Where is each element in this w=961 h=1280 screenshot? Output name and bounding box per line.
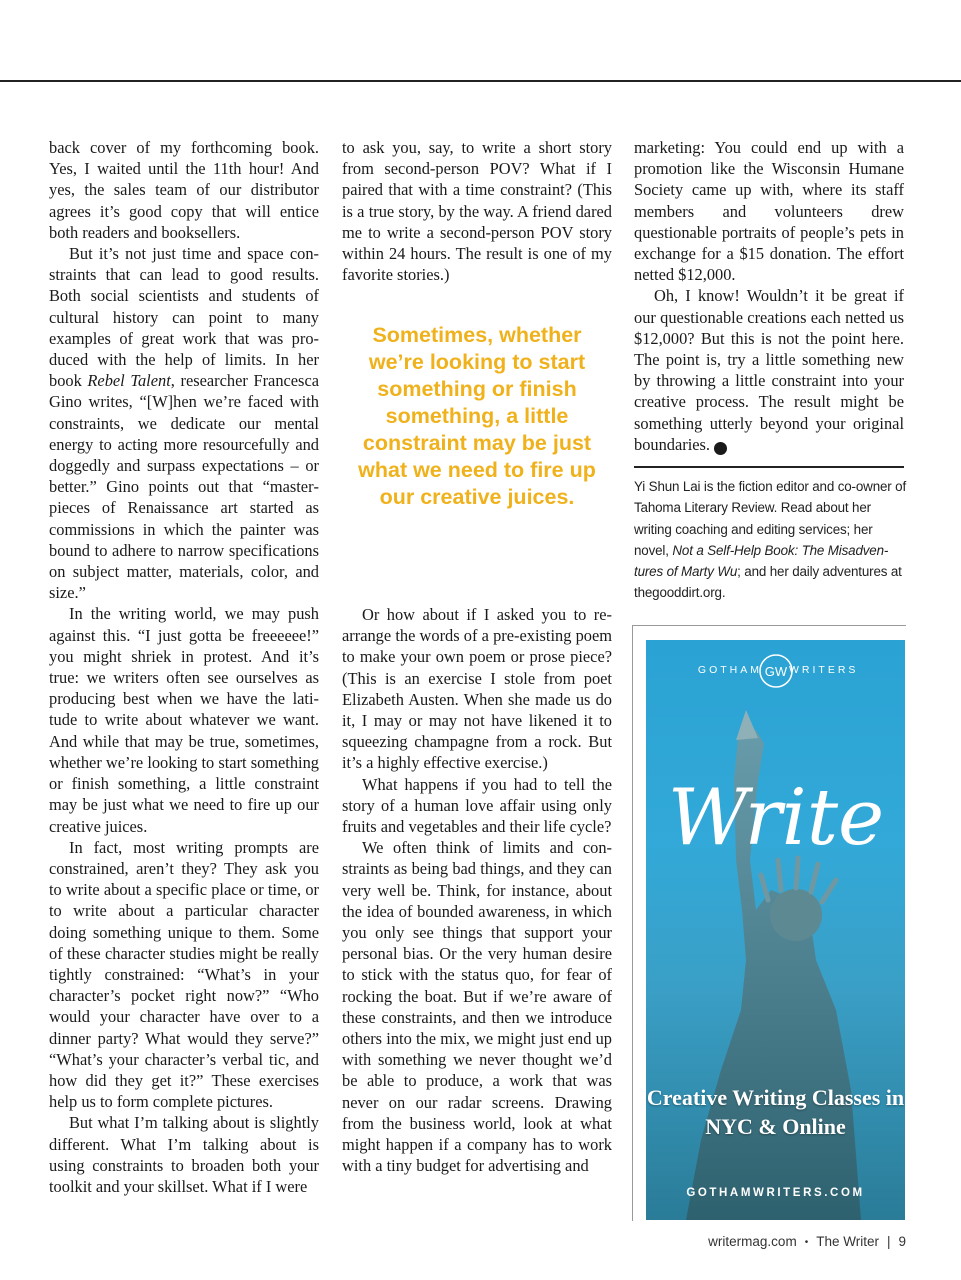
footer-separator: |	[886, 1234, 891, 1249]
paragraph: In fact, most writing prompts are constrained, aren’t they? They ask you to write about a specific place or time, or to write about a particular character doing something unique to them. Some of these character studies might be really tightly constrained: “What’s in your character’s pocket right now?” “Who would your character have over to a dinner party? What would they serve?” “What’s your character’s verbal tic, and how did they get it?” These exercises help us to form complete pictures.	[49, 837, 319, 1112]
paragraph: Or how about if I asked you to rearrange the words of a pre-existing poem to make your own poem or prose piece? (This is an exercise I stole from poet Elizabeth Austen. When she made us do it, I may or may not have likened it to squeezing champagne from a rock. But it’s a highly effective exercise.)	[342, 605, 612, 773]
gotham-writers-ad[interactable]	[646, 640, 905, 1220]
brand-right: WRITERS	[789, 664, 859, 676]
column-2-continued	[342, 604, 612, 1176]
column-3	[634, 137, 904, 455]
author-name: Yi Shun Lai	[634, 479, 701, 494]
paragraph: In the writing world, we may push against this. “I just gotta be freeeeee!” you might shriek in protest. And it’s true: we writers often see ourselves as producing best when we have the latitude to write about whatever we want. And while that may be true, sometimes, whether we’re looking to start something or finish something, a little constraint may be just what we need to fire up our creative juices.	[49, 604, 319, 836]
column-2	[342, 137, 612, 285]
paragraph: marketing: You could end up with a promotion like the Wisconsin Humane Society came up with, where its staff members and volunteers drew questionable portraits of people’s pets in exchange for a $15 donation. The effort netted $12,000.	[634, 138, 904, 285]
footer-bullet: •	[804, 1237, 809, 1248]
paragraph: Oh, I know! Wouldn’t it be great if our questionable creations each netted us $12,000? But this is not the point here. The point is, try a little something new by throwing a little constraint into your creative process. The result might be something utterly beyond your original boundaries. W	[634, 286, 904, 454]
book-title: Rebel Talent	[87, 371, 171, 391]
top-rule	[0, 80, 961, 82]
paragraph: We often think of limits and constraints as being bad things, and they can very well be. Think, for instance, about the idea of bounded awareness, in which you only see things that support your personal bias. Or the very human desire to stick with the status quo, for fear of rocking the boat. But if we’re aware of these constraints, and then we introduce others into the mix, we might just end up with something we never thought we’d be able to produce, a work that was never on our radar screens. Drawing from the business world, look at what might happen if a company has to work with a tiny budget for advertising and	[342, 838, 612, 1176]
gotham-writers-logo-icon	[758, 653, 794, 689]
column-1	[49, 137, 319, 1197]
book-title: Not a Self-Help Book: The Misadventures of Marty Wu	[634, 542, 889, 580]
footer-magazine: The Writer	[816, 1234, 879, 1249]
svg-text:GW: GW	[764, 664, 788, 679]
paragraph: But what I’m talking about is slightly different. What I’m talking about is using constraints to broaden both your toolkit and your skillset. What if I were	[49, 1113, 319, 1196]
ad-headline: Creative Writing Classes in NYC & Online	[646, 1085, 905, 1139]
page-footer	[708, 1234, 906, 1249]
bio-rule	[634, 466, 904, 468]
end-mark-icon: W	[714, 442, 727, 455]
brand-left: GOTHAM	[697, 664, 762, 676]
footer-site[interactable]: writermag.com	[708, 1234, 797, 1249]
author-bio: Yi Shun Lai is the fiction editor and co-owner of Tahoma Literary Review. Read about her writing coaching and editing services; her novel, Not a Self-Help Book: The Misadventures of Marty Wu; and her daily adventures at thegooddirt.org.	[634, 479, 907, 601]
page-number: 9	[898, 1234, 906, 1249]
ad-url[interactable]: GOTHAMWRITERS.COM	[686, 1187, 865, 1199]
paragraph: to ask you, say, to write a short story from second-person POV? What if I paired that with a time constraint? (This is a true story, by the way. A friend dared me to write a second-person POV story within 24 hours. The result is one of my favorite stories.)	[342, 138, 612, 285]
pull-quote: Sometimes, whether we’re looking to start something or finish something, a little constraint may be just what we need to fire up our creative juices.	[358, 323, 596, 509]
paragraph: But it’s not just time and space constraints that can lead to good results. Both social scientists and students of cultural history can point to many examples of great work that was produced with the help of limits. In her book Rebel Talent, researcher Francesca Gino writes, “[W]hen we’re faced with constraints, we dedicate our mental energy to acting more resourcefully and doggedly and surpass expectations – or better.” Gino points out that “masterpieces of Renaissance art started as commissions in which the painter was bound to adhere to narrow specifications on subject matter, materials, color, and size.”	[49, 244, 319, 603]
svg-text:Write: Write	[667, 773, 885, 863]
paragraph: What happens if you had to tell the story of a human love affair using only fruits and vegetables and their life cycle?	[342, 774, 612, 837]
write-script-graphic	[654, 758, 899, 868]
paragraph: back cover of my forthcoming book. Yes, I waited until the 11th hour! And yes, the sales team of our distributor agrees it’s good copy that will entice both readers and booksellers.	[49, 138, 319, 242]
